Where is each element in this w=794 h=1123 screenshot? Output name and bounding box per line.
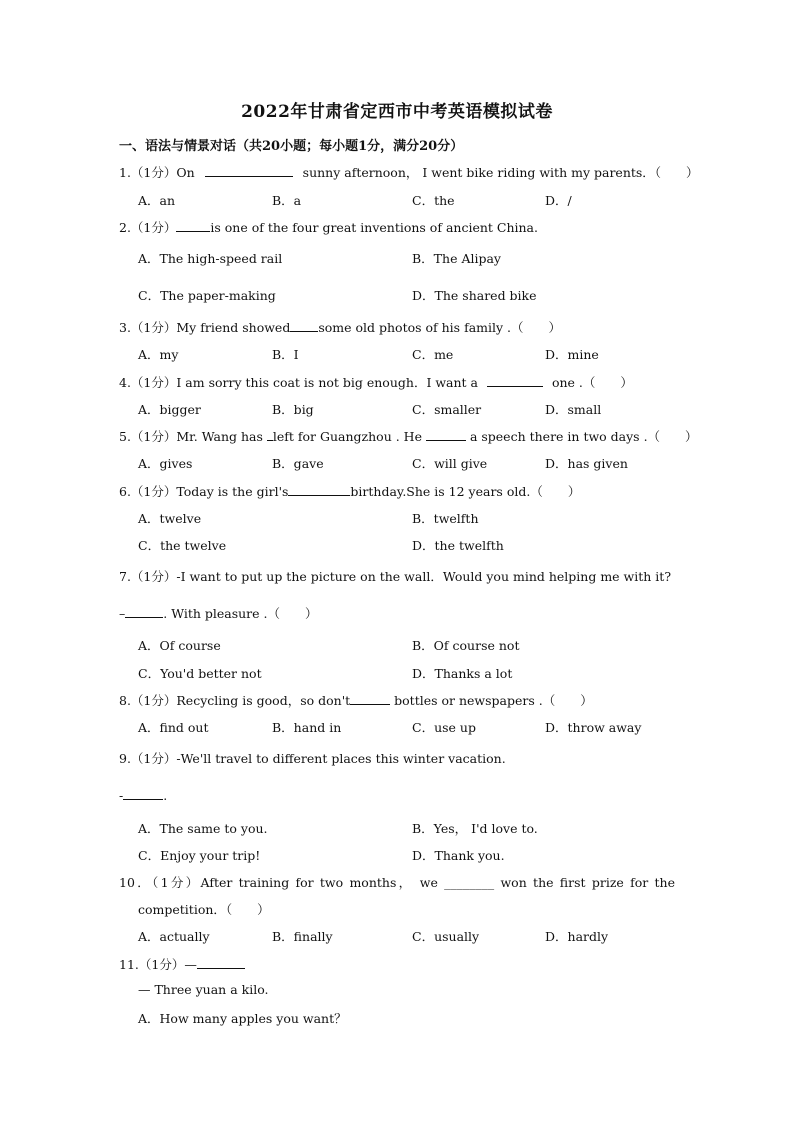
option-b[interactable]: B．hand in (272, 720, 342, 735)
option-c[interactable]: C．Enjoy your trip! (138, 848, 261, 863)
question-11-prefix: 11.（1分）— (119, 957, 197, 972)
option-c[interactable]: C．The paper-making (138, 288, 276, 303)
answer-blank[interactable] (426, 428, 466, 441)
question-5-prefix: 5.（1分）Mr. Wang has (119, 429, 263, 444)
question-9-response (119, 787, 679, 803)
question-5 (119, 427, 698, 445)
answer-blank[interactable] (176, 219, 210, 232)
option-d[interactable]: D．the twelfth (412, 538, 504, 553)
option-b[interactable]: B．I (272, 347, 299, 362)
option-c[interactable]: C．use up (412, 720, 476, 735)
option-b[interactable]: B．a (272, 193, 302, 208)
answer-blank[interactable] (205, 164, 293, 177)
question-3-options (138, 345, 698, 363)
option-d[interactable]: D．Thank you. (412, 848, 505, 863)
question-7-response (119, 604, 679, 622)
question-8-prefix: 8.（1分）Recycling is good，so don't (119, 693, 351, 708)
option-a[interactable]: A．The same to you. (138, 821, 268, 836)
question-8-options (138, 718, 698, 736)
question-9: 9.（1分）-We'll travel to different places this winter vacation. (119, 751, 506, 766)
question-5-options (138, 454, 698, 472)
option-d[interactable]: D．/ (545, 193, 572, 208)
option-b[interactable]: B．big (272, 402, 314, 417)
question-1-options (138, 191, 698, 209)
question-2-text: is one of the four great inventions of ancient China. (210, 220, 538, 235)
option-c[interactable]: C．the twelve (138, 538, 227, 553)
section-heading: 一、语法与情景对话（共20小题；每小题1分，满分20分） (119, 139, 464, 154)
question-3-prefix: 3.（1分）My friend showed (119, 320, 291, 335)
question-11-options (138, 1009, 698, 1027)
answer-blank[interactable] (290, 319, 318, 332)
answer-blank[interactable] (487, 374, 543, 387)
question-4-text: one .（ ） (551, 375, 633, 390)
question-6-options-row2 (138, 536, 698, 554)
question-4-prefix: 4.（1分）I am sorry this coat is not big enough．I want a (119, 375, 479, 390)
option-a[interactable]: A．find out (138, 720, 209, 735)
answer-blank[interactable] (125, 605, 163, 618)
option-c[interactable]: C．will give (412, 456, 488, 471)
question-3-text: some old photos of his family .（ ） (318, 320, 562, 335)
option-c[interactable]: C．smaller (412, 402, 482, 417)
page-title: 2022年甘肃省定西市中考英语模拟试卷 (241, 102, 553, 122)
option-a[interactable]: A．an (138, 193, 176, 208)
option-a[interactable]: A．gives (138, 456, 193, 471)
question-7-options-row1 (138, 636, 698, 654)
question-10-cont: competition．（ ） (138, 902, 270, 917)
option-c[interactable]: C．the (412, 193, 455, 208)
question-7-dash: – (119, 606, 126, 621)
option-a[interactable]: A．actually (138, 929, 210, 944)
question-9-text: . (163, 788, 168, 803)
option-d[interactable]: D．Thanks a lot (412, 666, 513, 681)
option-b[interactable]: B．The Alipay (412, 251, 501, 266)
question-2 (119, 218, 679, 236)
question-9-options-row2 (138, 846, 698, 864)
option-d[interactable]: D．mine (545, 347, 599, 362)
question-9-options-row1 (138, 819, 698, 837)
option-d[interactable]: D．small (545, 402, 602, 417)
option-a[interactable]: A．bigger (138, 402, 201, 417)
option-b[interactable]: B．gave (272, 456, 324, 471)
option-d[interactable]: D．throw away (545, 720, 642, 735)
question-4 (119, 373, 679, 391)
option-a[interactable]: A．Of course (138, 638, 221, 653)
question-5-mid: left for Guangzhou . He (272, 429, 422, 444)
option-a[interactable]: A．How many apples you want？ (138, 1011, 347, 1026)
answer-blank[interactable] (288, 483, 350, 496)
option-d[interactable]: D．has given (545, 456, 628, 471)
option-a[interactable]: A．The high-speed rail (138, 251, 283, 266)
question-10: 10．（1分）After training for two months， we ________ won the first prize for the (119, 875, 675, 890)
question-11-response: — Three yuan a kilo. (138, 982, 269, 997)
option-b[interactable]: B．twelfth (412, 511, 479, 526)
question-6-text: birthday.She is 12 years old.（ ） (350, 484, 581, 499)
option-c[interactable]: C．me (412, 347, 454, 362)
question-6 (119, 482, 679, 500)
answer-blank[interactable] (123, 787, 163, 800)
question-8-text: bottles or newspapers .（ ） (394, 693, 593, 708)
question-4-options (138, 400, 698, 418)
option-b[interactable]: B．finally (272, 929, 333, 944)
question-3 (119, 318, 679, 336)
question-6-options-row1 (138, 509, 698, 527)
question-1-text: sunny afternoon， I went bike riding with my parents．（ ） (302, 165, 699, 180)
answer-blank[interactable] (350, 692, 390, 705)
question-6-prefix: 6.（1分）Today is the girl's (119, 484, 289, 499)
question-1-prefix: 1.（1分）On (119, 165, 195, 180)
option-c[interactable]: C．usually (412, 929, 480, 944)
question-9-dash: - (119, 788, 124, 803)
option-d[interactable]: D．The shared bike (412, 288, 537, 303)
question-10-options (138, 927, 698, 945)
question-2-prefix: 2.（1分） (119, 220, 177, 235)
question-2-options-row2 (138, 286, 698, 304)
option-a[interactable]: A．twelve (138, 511, 202, 526)
question-7-options-row2 (138, 664, 698, 682)
option-d[interactable]: D．hardly (545, 929, 609, 944)
answer-blank[interactable] (197, 956, 245, 969)
option-c[interactable]: C．You'd better not (138, 666, 262, 681)
question-7-text: . With pleasure .（ ） (163, 606, 318, 621)
question-1 (119, 163, 699, 181)
option-a[interactable]: A．my (138, 347, 179, 362)
question-11 (119, 955, 679, 973)
option-b[interactable]: B．Of course not (412, 638, 520, 653)
question-7: 7.（1分）-I want to put up the picture on the wall．Would you mind helping me with it? (119, 569, 672, 584)
option-b[interactable]: B．Yes， I'd love to. (412, 821, 538, 836)
question-2-options-row1 (138, 249, 698, 267)
question-8 (119, 691, 679, 709)
question-5-text: a speech there in two days .（ ） (469, 429, 698, 444)
